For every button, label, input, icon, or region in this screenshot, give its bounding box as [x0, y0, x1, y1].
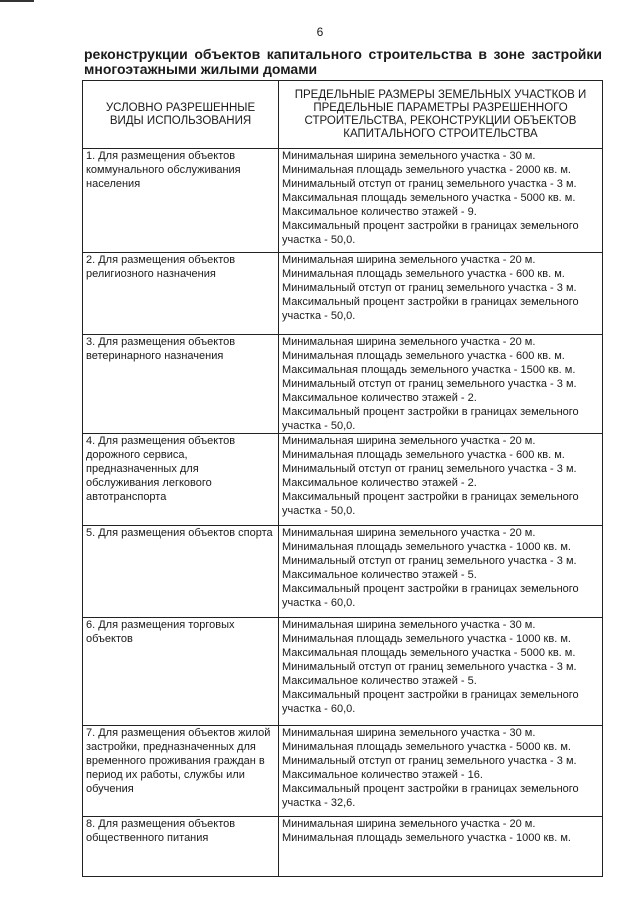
parameters-cell: [279, 817, 603, 877]
parameter-line: Максимальный процент застройки в границах земельного участка - 60,0.: [282, 689, 579, 715]
parameters-cell: [279, 253, 603, 335]
table-row: [83, 253, 603, 335]
parameter-line: Максимальное количество этажей - 16.: [282, 769, 483, 781]
parameter-line: Минимальный отступ от границ земельного участка - 3 м.: [282, 755, 577, 767]
parameters-cell: [279, 526, 603, 618]
table-row: [83, 335, 603, 434]
parameters-cell: [279, 434, 603, 526]
parameter-line: Минимальная ширина земельного участка - 30 м.: [282, 619, 536, 631]
parameter-line: Минимальный отступ от границ земельного участка - 3 м.: [282, 555, 577, 567]
use-type-cell: 7. Для размещения объектов жилой застройки, предназначенных для временного проживания граждан в период их работы, службы или обучения: [83, 726, 279, 817]
use-type-cell: 4. Для размещения объектов дорожного сервиса, предназначенных для обслуживания легкового автотранспорта: [83, 434, 279, 526]
use-type-cell: 1. Для размещения объектов коммунального обслуживания населения: [83, 149, 279, 253]
header-limit-parameters: ПРЕДЕЛЬНЫЕ РАЗМЕРЫ ЗЕМЕЛЬНЫХ УЧАСТКОВ И ПРЕДЕЛЬНЫЕ ПАРАМЕТРЫ РАЗРЕШЕННОГО СТРОИТЕЛЬСТВА, РЕКОНСТРУКЦИИ ОБЪЕКТОВ КАПИТАЛЬНОГО СТРОИТЕЛЬСТВА: [279, 81, 603, 149]
parameter-line: Минимальная ширина земельного участка - 20 м.: [282, 818, 536, 830]
parameters-cell: [279, 149, 603, 253]
parameter-line: Минимальная площадь земельного участка - 600 кв. м.: [282, 268, 565, 280]
parameter-line: Минимальная площадь земельного участка - 600 кв. м.: [282, 449, 565, 461]
use-type-cell: 8. Для размещения объектов общественного питания: [83, 817, 279, 877]
section-heading: реконструкции объектов капитального строительства в зоне застройки многоэтажными жилыми домами: [84, 46, 602, 77]
parameter-line: Минимальный отступ от границ земельного участка - 3 м.: [282, 661, 577, 673]
page-number: 6: [316, 25, 324, 39]
parameter-line: Минимальная ширина земельного участка - 20 м.: [282, 254, 536, 266]
parameter-line: Максимальное количество этажей - 9.: [282, 206, 477, 218]
table-header-row: [83, 81, 603, 149]
parameter-line: Максимальное количество этажей - 2.: [282, 477, 477, 489]
parameter-line: Минимальная площадь земельного участка - 1000 кв. м.: [282, 832, 571, 844]
parameter-line: Максимальный процент застройки в границах земельного участка - 32,6.: [282, 783, 579, 809]
parameter-line: Минимальная площадь земельного участка - 2000 кв. м.: [282, 164, 571, 176]
parameter-line: Максимальная площадь земельного участка - 5000 кв. м.: [282, 192, 576, 204]
parameter-line: Минимальная ширина земельного участка - 30 м.: [282, 150, 536, 162]
use-type-cell: 3. Для размещения объектов ветеринарного назначения: [83, 335, 279, 434]
parameter-line: Максимальный процент застройки в границах земельного участка - 50,0.: [282, 406, 579, 432]
parameter-line: Минимальная площадь земельного участка - 600 кв. м.: [282, 350, 565, 362]
parameter-line: Максимальный процент застройки в границах земельного участка - 60,0.: [282, 583, 579, 609]
parameter-line: Минимальная ширина земельного участка - 30 м.: [282, 727, 536, 739]
parameter-line: Максимальное количество этажей - 2.: [282, 392, 477, 404]
regulations-table: [82, 80, 603, 877]
parameters-cell: [279, 335, 603, 434]
parameter-line: Максимальный процент застройки в границах земельного участка - 50,0.: [282, 296, 579, 322]
scan-corner-mark: [0, 0, 34, 2]
parameter-line: Минимальная площадь земельного участка - 1000 кв. м.: [282, 633, 571, 645]
parameter-line: Минимальный отступ от границ земельного участка - 3 м.: [282, 378, 577, 390]
parameter-line: Максимальное количество этажей - 5.: [282, 675, 477, 687]
table-row: [83, 726, 603, 817]
parameters-cell: [279, 618, 603, 726]
parameter-line: Минимальная площадь земельного участка - 5000 кв. м.: [282, 741, 571, 753]
parameter-line: Максимальная площадь земельного участка - 5000 кв. м.: [282, 647, 576, 659]
table-row: [83, 149, 603, 253]
use-type-cell: 5. Для размещения объектов спорта: [83, 526, 279, 618]
parameter-line: Максимальное количество этажей - 5.: [282, 569, 477, 581]
table-row: [83, 618, 603, 726]
parameter-line: Максимальный процент застройки в границах земельного участка - 50,0.: [282, 491, 579, 517]
parameter-line: Минимальная ширина земельного участка - 20 м.: [282, 336, 536, 348]
parameter-line: Максимальный процент застройки в границах земельного участка - 50,0.: [282, 220, 579, 246]
parameters-cell: [279, 726, 603, 817]
parameter-line: Минимальная площадь земельного участка - 1000 кв. м.: [282, 541, 571, 553]
parameter-line: Минимальный отступ от границ земельного участка - 3 м.: [282, 178, 577, 190]
use-type-cell: 6. Для размещения торговых объектов: [83, 618, 279, 726]
use-type-cell: 2. Для размещения объектов религиозного назначения: [83, 253, 279, 335]
parameter-line: Максимальная площадь земельного участка - 1500 кв. м.: [282, 364, 576, 376]
parameter-line: Минимальная ширина земельного участка - 20 м.: [282, 435, 536, 447]
header-conditional-uses: УСЛОВНО РАЗРЕШЕННЫЕ ВИДЫ ИСПОЛЬЗОВАНИЯ: [83, 81, 279, 149]
table-row: [83, 434, 603, 526]
parameter-line: Минимальный отступ от границ земельного участка - 3 м.: [282, 282, 577, 294]
table-row: [83, 526, 603, 618]
parameter-line: Минимальный отступ от границ земельного участка - 3 м.: [282, 463, 577, 475]
table-row: [83, 817, 603, 877]
parameter-line: Минимальная ширина земельного участка - 20 м.: [282, 527, 536, 539]
